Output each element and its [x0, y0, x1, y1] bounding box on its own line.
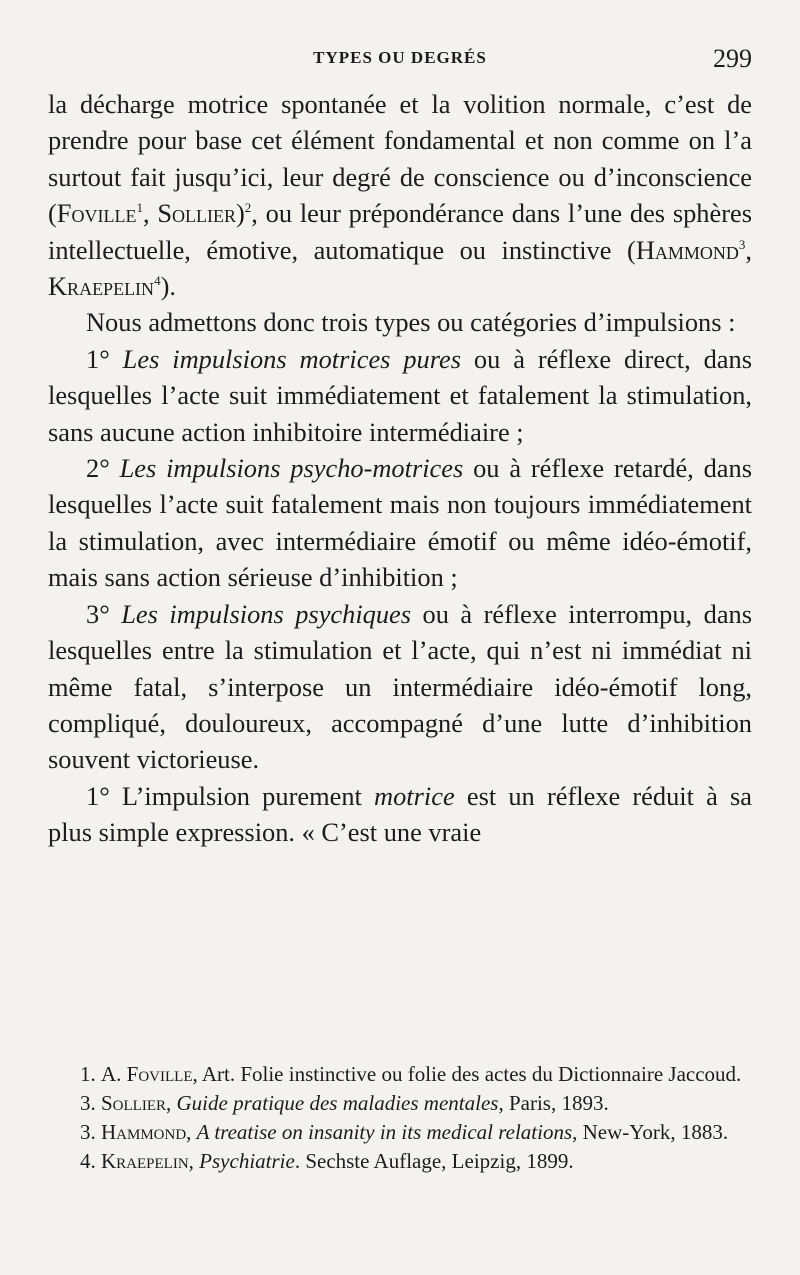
- running-head: TYPES OU DEGRÉS: [313, 48, 487, 67]
- footnotes: [48, 1060, 752, 1176]
- footnote-ref: 3: [738, 236, 746, 252]
- footnote-4: 4. Kraepelin, Psychiatrie. Sechste Auflage, Leipzig, 1899.: [80, 1149, 574, 1173]
- footnote-3: 3. Hammond, A treatise on insanity in its medical relations, New-York, 1883.: [80, 1120, 729, 1144]
- author-name: Kraepelin: [48, 271, 155, 302]
- footnote-ref: 1: [136, 200, 143, 216]
- author-name: Foville: [56, 198, 137, 229]
- body-text: [48, 86, 752, 851]
- paragraph-6: 1° L’impulsion purement motrice est un réflexe réduit à sa plus simple expression. « C’est une vraie: [48, 780, 753, 848]
- list-item-2: 2° Les impulsions psycho-motrices ou à réflexe retardé, dans lesquelles l’acte suit fatalement mais non toujours immédiatement la stimulation, avec intermédiaire émotif ou même idéo-émotif, mais sans action sérieuse d’inhibition ;: [48, 453, 752, 593]
- item-title: Les impulsions psycho-motrices: [119, 453, 464, 484]
- page-number: 299: [713, 44, 752, 73]
- footnote-ref: 4: [154, 273, 161, 289]
- item-title: Les impulsions motrices pures: [122, 343, 462, 374]
- paragraph-2: Nous admettons donc trois types ou catégories d’impulsions :: [86, 307, 736, 338]
- list-item-1: 1° Les impulsions motrices pures ou à réflexe direct, dans lesquelles l’acte suit immédiatement et fatalement la stimulation, sans aucune action inhibitoire intermédiaire ;: [48, 343, 752, 447]
- paragraph-1: la décharge motrice spontanée et la volition normale, c’est de prendre pour base cet élément fondamental et non comme on l’a surtout fait jusqu’ici, leur degré de conscience ou d’inconscience (Foville$^1$, Sollier)$^2$, ou leur prépondérance dans l’une des sphères intellectuelle, émotive, automatique ou instinctive (Hammond$^3$, Kraepelin$^4$).: [48, 89, 752, 302]
- item-title: Les impulsions psychiques: [121, 598, 412, 629]
- footnote-1: 1. A. Foville, Art. Folie instinctive ou folie des actes du Dictionnaire Jaccoud.: [80, 1062, 742, 1086]
- author-name: Sollier: [157, 198, 236, 229]
- footnote-ref: 2: [244, 200, 252, 216]
- page-header: [48, 44, 752, 84]
- author-name: Hammond: [635, 234, 739, 265]
- list-item-3: 3° Les impulsions psychiques ou à réflexe interrompu, dans lesquelles entre la stimulation et l’acte, qui n’est ni immédiat ni même fatal, s’interpose un intermédiaire idéo-émotif long, compliqué, douloureux, accompagné d’une lutte d’inhibition souvent victorieuse.: [48, 598, 752, 775]
- footnote-2: 3. Sollier, Guide pratique des maladies mentales, Paris, 1893.: [80, 1091, 609, 1115]
